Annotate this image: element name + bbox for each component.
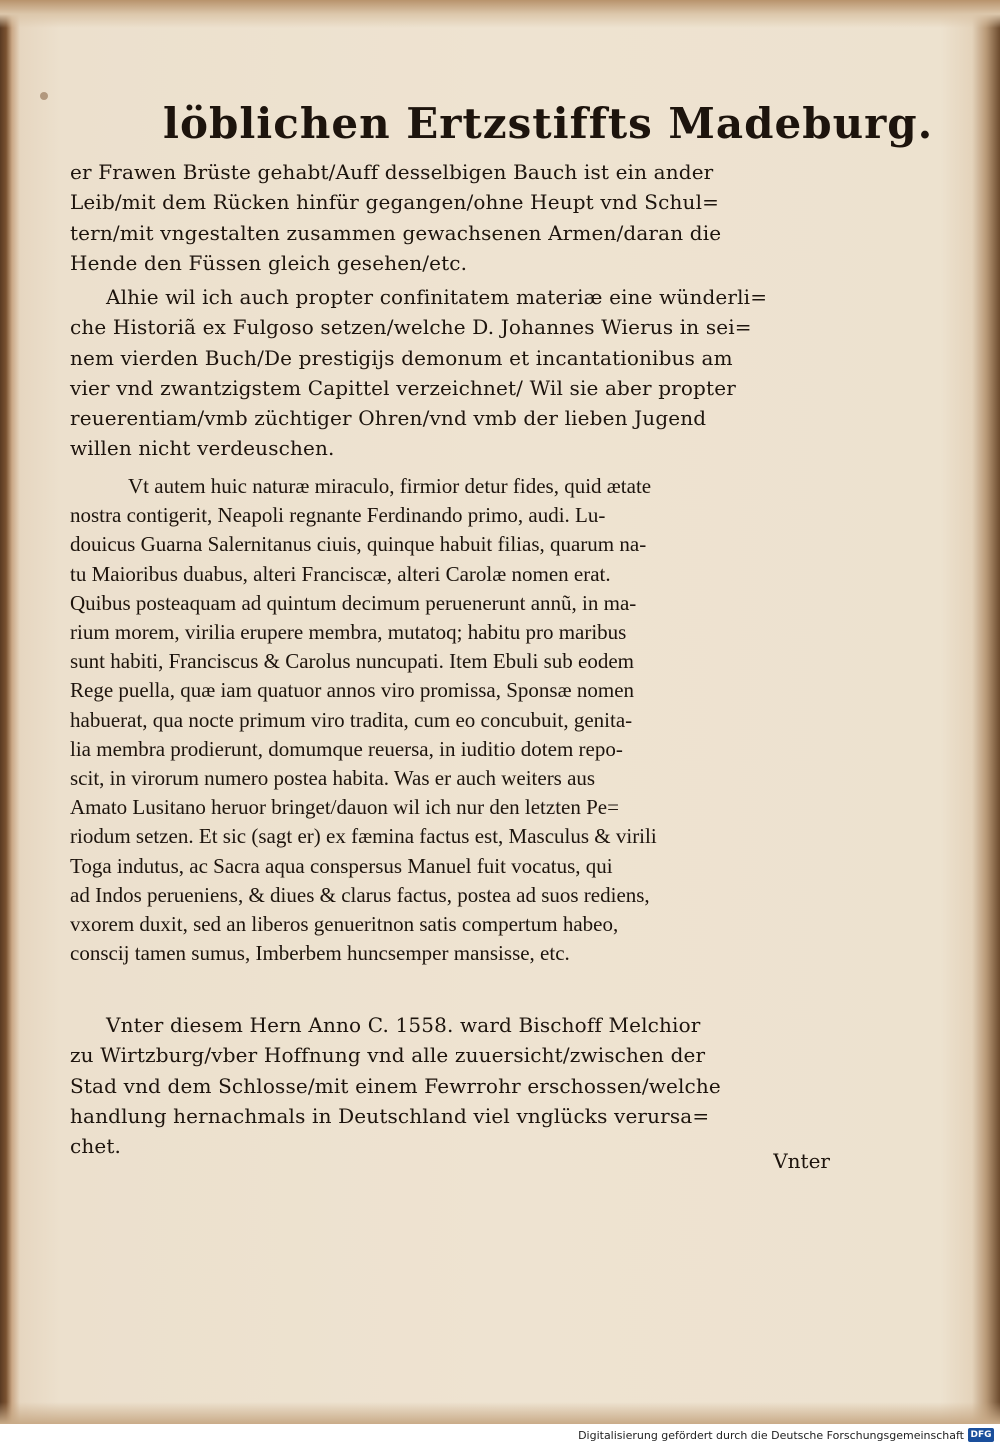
text-line: conscij tamen sumus, Imberbem huncsemper mansisse, etc. [70,941,570,966]
text-line: Vnter diesem Hern Anno C. 1558. ward Bischoff Melchior [106,1013,701,1037]
text-line: Toga indutus, ac Sacra aqua conspersus Manuel fuit vocatus, qui [70,853,613,878]
running-head: löblichen Ertzstiffts Madeburg. [163,99,934,148]
catchword: Vnter [773,1149,830,1173]
paragraph-2 [70,282,830,464]
text-line: reuerentiam/vmb züchtiger Ohren/vnd vmb der lieben Jugend [70,406,707,431]
text-line: sunt habiti, Franciscus & Carolus nuncupati. Item Ebuli sub eodem [70,649,634,674]
text-line: Quibus posteaquam ad quintum decimum peruenerunt annũ, in ma- [70,590,637,615]
text-line: vier vnd zwantzigstem Capittel verzeichnet/ Wil sie aber propter [70,375,736,400]
text-line: Vt autem huic naturæ miraculo, firmior detur fides, quid ætate [128,474,652,498]
text-line: Amato Lusitano heruor bringet/dauon wil ich nur den letzten Pe= [70,795,619,820]
text-line: handlung hernachmals in Deutschland viel vnglücks verursa= [70,1103,710,1128]
text-line: riodum setzen. Et sic (sagt er) ex fæmina factus est, Masculus & virili [70,824,657,849]
text-line: tu Maioribus duabus, alteri Franciscæ, alteri Carolæ nomen erat. [70,561,611,586]
paragraph-latin [70,472,830,968]
footer-bar [0,1424,1000,1449]
text-line: lia membra prodierunt, domumque reuersa, in iuditio dotem repo- [70,736,623,761]
text-line: Leib/mit dem Rücken hinfür gegangen/ohne Heupt vnd Schul= [70,190,720,215]
text-line: zu Wirtzburg/vber Hoffnung vnd alle zuuersicht/zwischen der [70,1043,706,1068]
text-line: nem vierden Buch/De prestigijs demonum et incantationibus am [70,345,733,370]
funding-credit: Digitalisierung gefördert durch die Deutsche Forschungsgemeinschaft [578,1429,964,1442]
printed-page [58,92,948,1182]
dfg-logo: DFG [968,1428,994,1442]
text-line: che Historiã ex Fulgoso setzen/welche D. Johannes Wierus in sei= [70,315,752,340]
text-line: ad Indos perueniens, & diues & clarus factus, postea ad suos rediens, [70,882,650,907]
ink-spot [40,92,48,100]
text-line: vxorem duxit, sed an liberos genueritnon satis compertum habeo, [70,912,619,937]
text-line: rium morem, virilia erupere membra, mutatoq; habitu pro maribus [70,620,627,645]
text-line: Stad vnd dem Schlosse/mit einem Fewrrohr erschossen/welche [70,1073,721,1098]
text-line: Hende den Füssen gleich gesehen/etc. [70,250,468,275]
text-line: Alhie wil ich auch propter confinitatem materiæ eine wünderli= [106,285,768,309]
text-line: douicus Guarna Salernitanus ciuis, quinque habuit filias, quarum na- [70,532,647,557]
paragraph-4 [70,1010,830,1161]
paragraph-1 [70,157,830,278]
text-line: tern/mit vngestalten zusammen gewachsenen Armen/daran die [70,220,722,245]
text-line: er Frawen Brüste gehabt/Auff desselbigen Bauch ist ein ander [70,160,714,184]
text-line: nostra contigerit, Neapoli regnante Ferdinando primo, audi. Lu- [70,503,606,528]
text-line: habuerat, qua nocte primum viro tradita, cum eo concubuit, genita- [70,707,633,732]
text-line: Rege puella, quæ iam quatuor annos viro promissa, Sponsæ nomen [70,678,635,703]
text-line: chet. [70,1134,122,1159]
text-line: scit, in virorum numero postea habita. Was er auch weiters aus [70,766,596,791]
text-line: willen nicht verdeuschen. [70,436,335,461]
